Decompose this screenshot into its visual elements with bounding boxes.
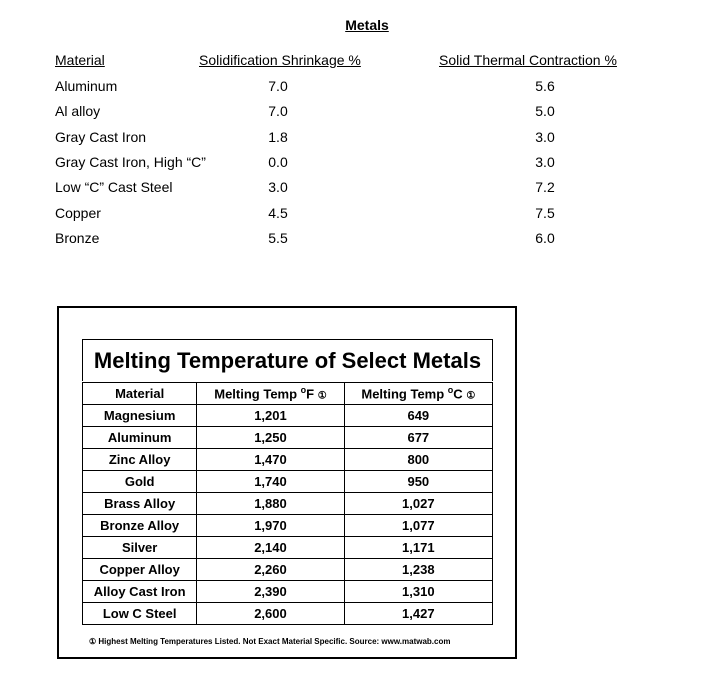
shrinkage-row-material: Gray Cast Iron, High “C” <box>55 154 206 170</box>
melting-cell-f: 1,250 <box>197 427 344 449</box>
melting-cell-c: 1,427 <box>344 603 492 625</box>
footnote-marker-icon: ① <box>317 390 327 402</box>
page-title: Metals <box>345 17 389 33</box>
melting-table-title: Melting Temperature of Select Metals <box>82 339 493 381</box>
shrinkage-table: Material Solidification Shrinkage % Solid Thermal Contraction % Aluminum 7.0 5.6 Al alloy 7.0 5.0 Gray Cast Iron 1.8 3.0 Gray Cast Iron, High “C” 0.0 3.0 Low “C” Cast Steel 3.0 7.2 Copper 4.5 7.5 Bronze 5.5 6.0 <box>55 52 617 246</box>
melting-table-body <box>83 405 493 625</box>
melting-table-row <box>83 581 493 603</box>
melting-cell-material: Magnesium <box>83 405 197 427</box>
melting-cell-material: Brass Alloy <box>83 493 197 515</box>
shrinkage-row-material: Copper <box>55 205 101 221</box>
melting-table-row <box>83 559 493 581</box>
melting-cell-c: 950 <box>344 471 492 493</box>
melting-cell-f: 2,390 <box>197 581 344 603</box>
shrinkage-row-material: Gray Cast Iron <box>55 129 147 145</box>
melting-cell-f: 2,140 <box>197 537 344 559</box>
melting-table-row <box>83 537 493 559</box>
melting-table-row <box>83 493 493 515</box>
melting-table-row <box>83 405 493 427</box>
melting-cell-material: Alloy Cast Iron <box>83 581 197 603</box>
melting-cell-material: Bronze Alloy <box>83 515 197 537</box>
melting-cell-material: Low C Steel <box>83 603 197 625</box>
melting-header-temp-c: Melting Temp $^o$C ① <box>344 383 492 405</box>
melting-cell-material: Aluminum <box>83 427 197 449</box>
melting-cell-f: 2,260 <box>197 559 344 581</box>
melting-table-row <box>83 603 493 625</box>
melting-cell-c: 1,171 <box>344 537 492 559</box>
melting-cell-material: Zinc Alloy <box>83 449 197 471</box>
shrinkage-row-material: Aluminum <box>55 78 118 94</box>
melting-table-row <box>83 449 493 471</box>
header-material: Material <box>55 52 105 68</box>
melting-cell-f: 2,600 <box>197 603 344 625</box>
melting-cell-material: Gold <box>83 471 197 493</box>
melting-cell-f: 1,880 <box>197 493 344 515</box>
melting-cell-c: 1,238 <box>344 559 492 581</box>
header-solid-thermal-contraction: Solid Thermal Contraction % <box>439 52 617 68</box>
melting-cell-f: 1,740 <box>197 471 344 493</box>
melting-cell-material: Copper Alloy <box>83 559 197 581</box>
melting-header-material: Material <box>83 383 197 405</box>
melting-cell-c: 649 <box>344 405 492 427</box>
melting-header-temp-f: Melting Temp $^o$F ① <box>197 383 344 405</box>
melting-table <box>82 382 493 625</box>
melting-table-row <box>83 471 493 493</box>
melting-table-row <box>83 515 493 537</box>
melting-cell-material: Silver <box>83 537 197 559</box>
melting-cell-c: 1,310 <box>344 581 492 603</box>
footnote-marker-icon: ① <box>466 390 476 402</box>
shrinkage-row-material: Al alloy <box>55 103 101 119</box>
melting-header-row <box>83 383 493 405</box>
melting-cell-f: 1,970 <box>197 515 344 537</box>
melting-cell-c: 800 <box>344 449 492 471</box>
melting-footnote: ① Highest Melting Temperatures Listed. Not Exact Material Specific. Source: www.matwab.com <box>89 637 451 646</box>
shrinkage-row-material: Bronze <box>55 230 100 246</box>
header-solidification-shrinkage: Solidification Shrinkage % <box>199 52 361 68</box>
melting-cell-c: 1,077 <box>344 515 492 537</box>
melting-cell-c: 1,027 <box>344 493 492 515</box>
melting-cell-c: 677 <box>344 427 492 449</box>
melting-table-row <box>83 427 493 449</box>
shrinkage-row-material: Low “C” Cast Steel <box>55 179 173 195</box>
melting-cell-f: 1,201 <box>197 405 344 427</box>
melting-cell-f: 1,470 <box>197 449 344 471</box>
